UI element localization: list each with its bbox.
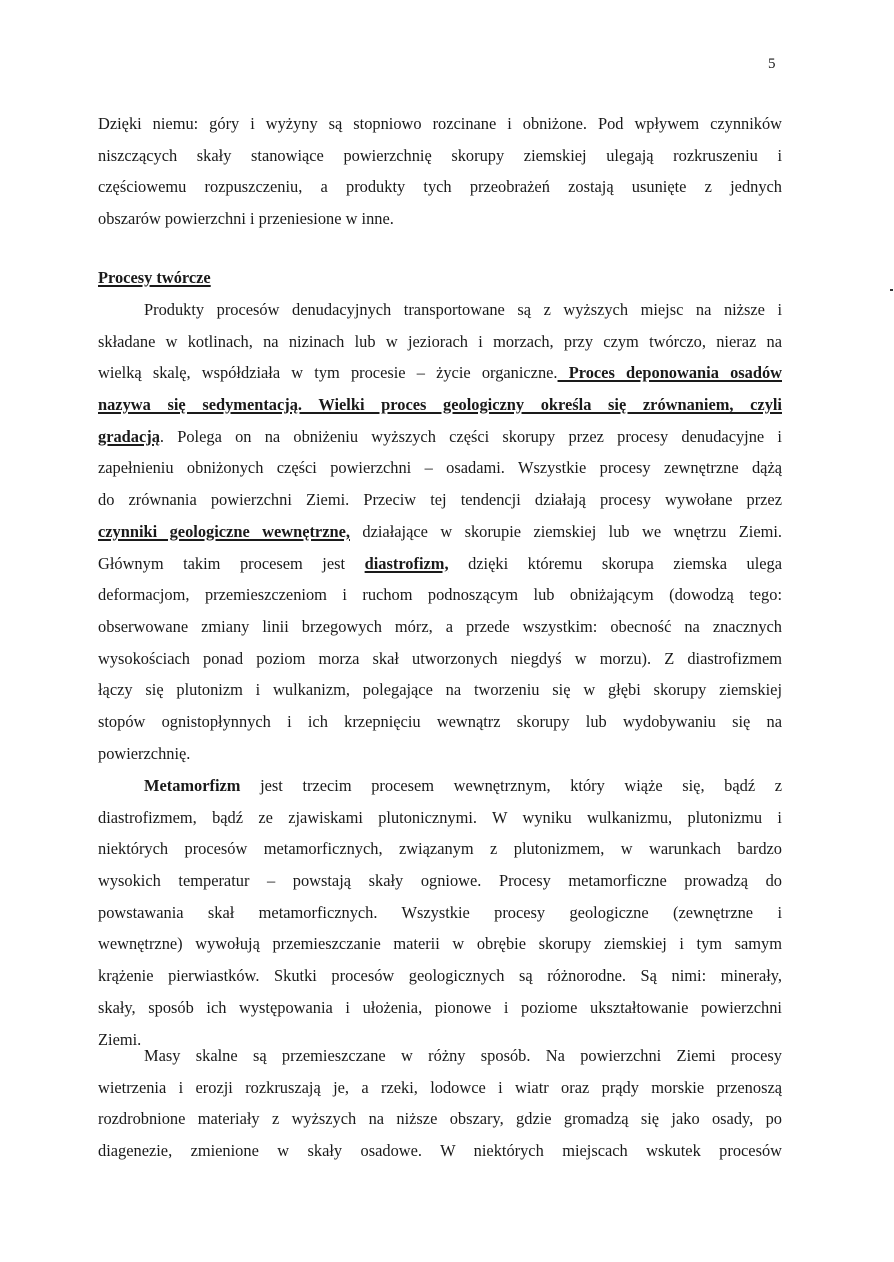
text-span: Głównym takim procesem jest [98, 553, 365, 573]
text-line [98, 357, 782, 389]
margin-mark [890, 289, 893, 291]
text-line: wietrzenia i erozji rozkruszają je, a rzeki, lodowce i wiatr oraz prądy morskie przenoszą [98, 1077, 782, 1097]
text-line [98, 548, 782, 580]
text-line: krążenie pierwiastków. Skutki procesów geologicznych są różnorodne. Są nimi: minerały, [98, 966, 782, 986]
paragraph-2 [98, 770, 782, 1055]
section-heading: Procesy twórcze [98, 268, 211, 287]
text-span: dzięki któremu skorupa ziemska ulega [448, 553, 782, 573]
text-line [98, 516, 782, 548]
emphasis-gradation: gradacją [98, 426, 160, 446]
text-line: Produkty procesów denudacyjnych transportowane są z wyższych miejsc na niższe i [144, 300, 782, 319]
paragraph-3 [98, 1040, 782, 1167]
text-span: działające w skorupie ziemskiej lub we wnętrzu Ziemi. [349, 521, 782, 541]
text-line: rozdrobnione materiały z wyższych na niższe obszary, gdzie gromadzą się jako osady, po [98, 1109, 782, 1129]
text-line: powstawania skał metamorficznych. Wszystkie procesy geologiczne (zewnętrzne i [98, 902, 782, 922]
text-line: częściowemu rozpuszczeniu, a produkty tych przeobrażeń zostają usunięte z jednych [98, 177, 782, 197]
text-line: Masy skalne są przemieszczane w różny sposób. Na powierzchni Ziemi procesy [144, 1046, 782, 1065]
text-line: deformacjom, przemieszczeniom i ruchom podnoszącym lub obniżającym (dowodzą tego: [98, 585, 782, 605]
text-line: łączy się plutonizm i wulkanizm, polegające na tworzeniu się w głębi skorupy ziemskiej [98, 680, 782, 700]
text-line: skały, sposób ich występowania i ułożenia, pionowe i poziome ukształtowanie powierzchni [98, 997, 782, 1017]
text-span: wielką skalę, współdziała w tym procesie – życie organiczne. [98, 363, 558, 383]
text-line [98, 421, 782, 453]
text-line: diagenezie, zmienione w skały osadowe. W niektórych miejscach wskutek procesów [98, 1141, 782, 1161]
text-line: Dzięki niemu: góry i wyżyny są stopniowo rozcinane i obniżone. Pod wpływem czynników [98, 114, 782, 133]
intro-paragraph [98, 108, 782, 235]
text-line: wysokich temperatur – powstają skały ogniowe. Procesy metamorficzne prowadzą do [98, 871, 782, 891]
text-span: jest trzecim procesem wewnętrznym, który wiąże się, bądź z [240, 776, 782, 795]
text-line: zapełnieniu obniżonych części powierzchni – osadami. Wszystkie procesy zewnętrzne dążą [98, 458, 782, 478]
text-line: obszarów powierzchni i przeniesione w inne. [98, 209, 394, 229]
emphasis-metamorphism: Metamorfizm [144, 776, 241, 795]
text-line [98, 770, 782, 802]
page-number: 5 [768, 56, 776, 72]
text-line: wewnętrzne) wywołują przemieszczanie materii w obrębie skorupy ziemskiej i tym samym [98, 934, 782, 954]
text-line: stopów ognistopłynnych i ich krzepnięciu wewnątrz skorupy lub wydobywaniu się na [98, 711, 782, 731]
text-line: obserwowane zmiany linii brzegowych mórz, a przede wszystkim: obecność na znacznych [98, 616, 782, 636]
text-line: do zrównania powierzchni Ziemi. Przeciw tej tendencji działają procesy wywołane przez [98, 490, 782, 510]
paragraph-1 [98, 294, 782, 769]
text-line: składane w kotlinach, na nizinach lub w jeziorach i morzach, przy czym twórczo, nieraz na [98, 331, 782, 351]
text-line: Ziemi. [98, 1029, 142, 1049]
text-span: . Polega on na obniżeniu wyższych części skorupy przez procesy denudacyjne i [159, 426, 782, 446]
emphasis-internal-factors: czynniki geologiczne wewnętrzne, [98, 521, 350, 541]
text-line: niektórych procesów metamorficznych, związanym z plutonizmem, w warunkach bardzo [98, 839, 782, 859]
text-line: powierzchnię. [98, 743, 191, 763]
text-line: diastrofizmem, bądź ze zjawiskami plutonicznymi. W wyniku wulkanizmu, plutonizmu i [98, 807, 782, 827]
emphasis-line: nazywa się sedymentacją. Wielki proces geologiczny określa się zrównaniem, czyli [98, 395, 782, 415]
text-line: niszczących skały stanowiące powierzchnię skorupy ziemskiej ulegają rozkruszeniu i [98, 145, 782, 165]
emphasis-diastrophism: diastrofizm, [364, 553, 449, 573]
text-line: wysokościach ponad poziom morza skał utworzonych niegdyś w morzu). Z diastrofizmem [98, 648, 782, 668]
emphasis-sedimentation: Proces deponowania osadów [557, 363, 782, 383]
